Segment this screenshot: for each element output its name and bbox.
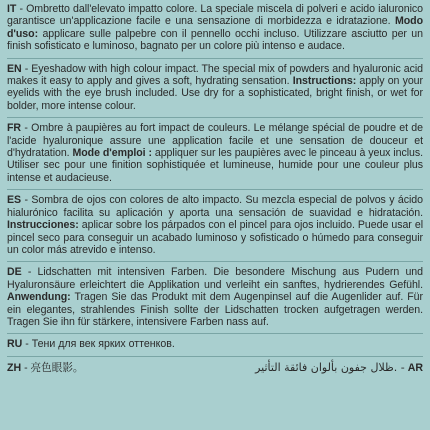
section-it: [7, 3, 423, 53]
text-de-usage: Tragen Sie das Produkt mit dem Augenpinsel auf die Augenlider auf. Für ein elegantes, strahlendes Finish sollte der Lidschatten trocken aufgetragen werden. Tragen Sie ihn für stärkere, intensivere Farben nass auf.: [7, 291, 423, 328]
divider: [7, 58, 423, 59]
section-ar: [255, 361, 423, 375]
language-code-ar: AR: [407, 361, 423, 374]
language-code-de: DE: [7, 266, 22, 279]
language-code-en: EN: [7, 62, 22, 75]
language-code-fr: FR: [7, 122, 22, 135]
section-en: [7, 63, 423, 113]
language-code-es: ES: [7, 194, 22, 207]
section-zh-ar: [7, 361, 423, 375]
divider: [7, 356, 423, 357]
language-code-ru: RU: [7, 338, 23, 351]
text-en-usage: apply on your eyelids with the eye brush included. Use dry for a sophisticated, bright finish, or wet for bolder, more intense colour.: [7, 75, 423, 112]
label-es-usage: Instrucciones:: [7, 219, 79, 232]
text-fr-usage: appliquer sur les paupières avec le pinceau à yeux inclus. Utiliser sec pour une finition sophistiquée et lumineuse, humide pour une couleur plus intense et audacieuse.: [7, 147, 423, 184]
divider: [7, 261, 423, 262]
label-de-usage: Anwendung:: [7, 291, 71, 304]
divider: [7, 117, 423, 118]
text-it-description: - Ombretto dall'elevato impatto colore. La speciale miscela di polveri e acido ialuronico garantisce un'applicazione facile e una sensazione di morbidezza e idratazione.: [7, 3, 423, 28]
text-zh: - 亮色眼影。: [21, 361, 84, 374]
text-es-usage: aplicar sobre los párpados con el pincel para ojos incluido. Puede usar el pincel seco para conseguir un acabado luminoso y sofisticado o húmedo para conseguir un color más atrevido e intenso.: [7, 219, 423, 256]
section-zh: [7, 361, 84, 375]
text-it-usage: applicare sulle palpebre con il pennello occhi incluso. Utilizzare asciutto per un finish sofisticato e luminoso, bagnato per un colore più intenso e audace.: [7, 27, 423, 53]
text-fr-description: - Ombre à paupières au fort impact de couleurs. Le mélange spécial de poudre et de l'acide hyaluronique assure une application facile et une sensation de douceur et d'hydratation.: [7, 122, 423, 160]
section-de: [7, 266, 423, 328]
text-de-description: - Lidschatten mit intensiven Farben. Die besondere Mischung aus Pudern und Hyaluronsäure erleichtert die Applikation und verleiht ein sanftes, hydrierendes Gefühl.: [7, 266, 423, 291]
label-en-usage: Instructions:: [292, 75, 357, 88]
divider: [7, 189, 423, 190]
divider: [7, 333, 423, 334]
language-code-zh: ZH: [7, 361, 22, 374]
section-es: [7, 194, 423, 256]
language-code-it: IT: [7, 3, 17, 15]
label-it-usage: Modo d'uso:: [7, 15, 423, 40]
text-ru: - Тени для век ярких оттенков.: [22, 338, 175, 351]
text-en-description: - Eyeshadow with high colour impact. The special mix of powders and hyaluronic acid makes it easy to apply and gives a soft, hydrating sensation.: [7, 62, 423, 88]
section-ru: [7, 338, 423, 350]
text-ar: ظلال جفون بألوان فائقة التأثير. -: [255, 360, 405, 374]
label-fr-usage: Mode d'emploi :: [72, 147, 152, 160]
section-fr: [7, 122, 423, 184]
text-es-description: - Sombra de ojos con colores de alto impacto. Su mezcla especial de polvos y ácido hialurónico facilita su aplicación y aporta una sensación de suavidad e hidratación.: [7, 194, 423, 219]
